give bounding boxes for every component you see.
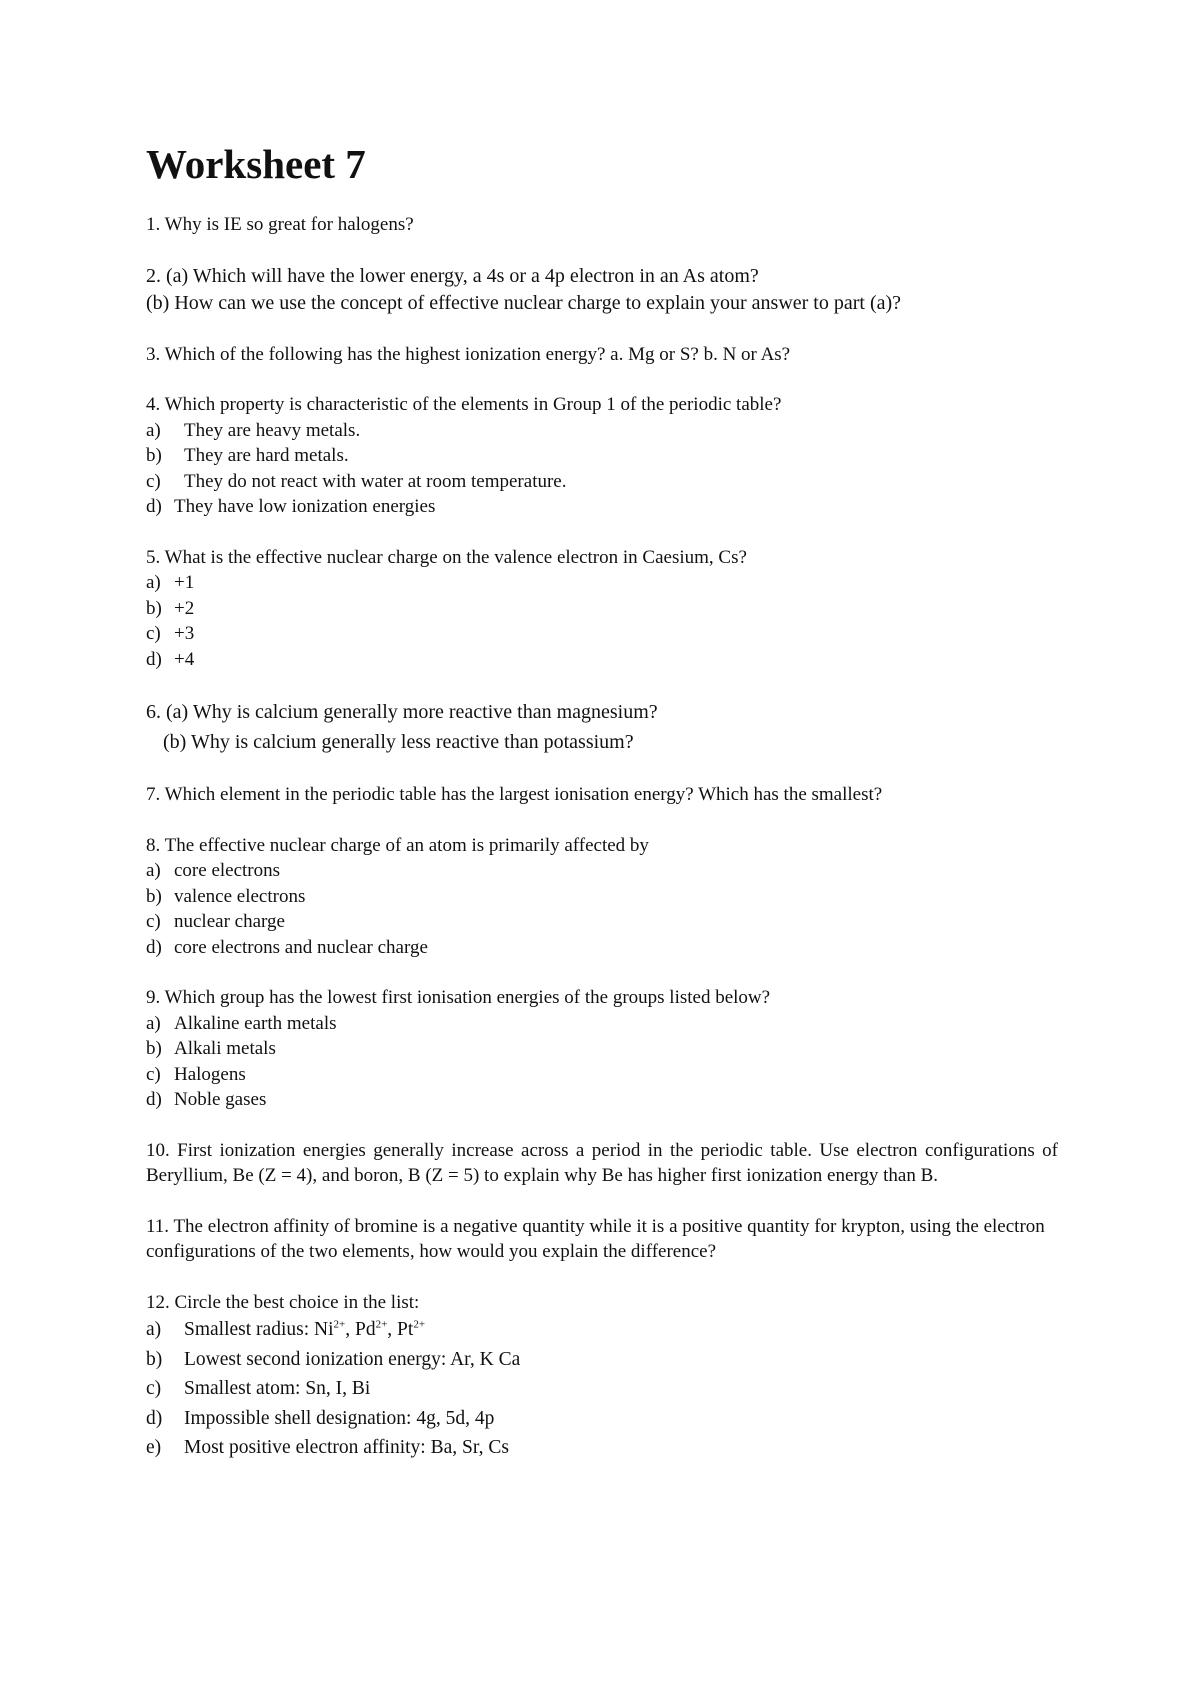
- question-9-option-c: [146, 1062, 1058, 1088]
- question-10-text: 10. First ionization energies generally increase across a period in the periodic table. Use electron configurations of Beryllium, Be (Z = 4), and boron, B (Z = 5) to explain why Be has higher first ionization energy than B.: [146, 1139, 1058, 1186]
- question-12: [146, 1290, 1058, 1463]
- charge-superscript: 2+: [333, 1318, 346, 1331]
- option-text-separator: , Pd: [345, 1319, 376, 1340]
- question-5-option-a: [146, 570, 1058, 596]
- question-2b-text: (b) How can we use the concept of effective nuclear charge to explain your answer to part (a)?: [146, 291, 902, 314]
- option-text: They are heavy metals.: [184, 419, 361, 441]
- option-text: Smallest atom: Sn, I, Bi: [184, 1378, 371, 1399]
- question-4-option-b: [146, 443, 1058, 469]
- option-text: nuclear charge: [174, 911, 285, 932]
- option-text-prefix: Smallest radius: Ni: [184, 1319, 334, 1340]
- option-label: b): [146, 445, 162, 466]
- question-12-option-d: [146, 1404, 1058, 1434]
- option-text: core electrons: [174, 860, 281, 881]
- option-text: Alkaline earth metals: [174, 1012, 337, 1034]
- option-text: Alkali metals: [174, 1038, 276, 1059]
- option-text: Noble gases: [174, 1089, 267, 1110]
- worksheet-page: [146, 140, 1058, 1488]
- question-12-option-a: [146, 1315, 1058, 1345]
- question-12-option-e: [146, 1433, 1058, 1463]
- option-label: b): [146, 1348, 163, 1370]
- option-text: They have low ionization energies: [174, 496, 436, 517]
- question-9: [146, 985, 1058, 1113]
- question-11: [146, 1214, 1058, 1265]
- question-5-stem: 5. What is the effective nuclear charge on the valence electron in Caesium, Cs?: [146, 546, 747, 568]
- question-2: [146, 263, 1058, 317]
- question-10: [146, 1138, 1058, 1189]
- question-8: [146, 833, 1058, 961]
- question-12-option-b: [146, 1345, 1058, 1375]
- question-8-stem: 8. The effective nuclear charge of an atom is primarily affected by: [146, 834, 649, 856]
- option-label: a): [146, 860, 161, 881]
- option-text: Impossible shell designation: 4g, 5d, 4p: [184, 1407, 495, 1429]
- question-9-stem: 9. Which group has the lowest first ionisation energies of the groups listed below?: [146, 987, 771, 1008]
- question-12-option-c: [146, 1374, 1058, 1404]
- option-label: d): [146, 1407, 163, 1429]
- option-label: c): [146, 1378, 162, 1399]
- question-5: [146, 545, 1058, 673]
- question-8-option-b: [146, 884, 1058, 910]
- option-label: a): [146, 1012, 161, 1034]
- option-label: c): [146, 911, 161, 932]
- option-text: +2: [174, 597, 195, 619]
- option-text: Halogens: [174, 1063, 246, 1085]
- question-7: [146, 782, 1058, 808]
- question-8-option-a: [146, 858, 1058, 884]
- option-text: Lowest second ionization energy: Ar, K Ca: [184, 1348, 521, 1370]
- question-6: [146, 697, 1058, 757]
- question-5-option-b: [146, 596, 1058, 622]
- question-6a-text: 6. (a) Why is calcium generally more reactive than magnesium?: [146, 701, 658, 723]
- question-9-option-d: [146, 1087, 1058, 1113]
- option-label: a): [146, 572, 161, 593]
- question-4: [146, 392, 1058, 520]
- option-label: b): [146, 597, 162, 619]
- question-1-text: 1. Why is IE so great for halogens?: [146, 214, 414, 235]
- question-3: [146, 342, 1058, 368]
- charge-superscript: 2+: [375, 1318, 388, 1331]
- page-title: Worksheet 7: [146, 141, 366, 187]
- question-8-option-d: [146, 935, 1058, 961]
- question-9-option-b: [146, 1036, 1058, 1062]
- option-label: d): [146, 648, 162, 670]
- question-4-option-a: [146, 418, 1058, 444]
- question-7-text: 7. Which element in the periodic table has the largest ionisation energy? Which has the smallest?: [146, 784, 883, 805]
- question-3-text: 3. Which of the following has the highest ionization energy? a. Mg or S? b. N or As?: [146, 343, 791, 365]
- option-label: d): [146, 1089, 162, 1110]
- question-1: [146, 212, 1058, 238]
- question-9-option-a: [146, 1011, 1058, 1037]
- option-label: d): [146, 936, 162, 958]
- question-8-option-c: [146, 909, 1058, 935]
- question-5-option-c: [146, 621, 1058, 647]
- option-label: b): [146, 885, 162, 907]
- option-text: core electrons and nuclear charge: [174, 936, 428, 958]
- question-5-option-d: [146, 647, 1058, 673]
- option-label: a): [146, 1319, 162, 1340]
- option-label: c): [146, 470, 161, 492]
- option-label: c): [146, 1063, 161, 1085]
- question-6b-text: (b) Why is calcium generally less reactive than potassium?: [163, 731, 634, 753]
- option-text: Most positive electron affinity: Ba, Sr, Cs: [184, 1437, 509, 1458]
- option-text: They are hard metals.: [184, 445, 349, 466]
- option-text-separator: , Pt: [387, 1319, 414, 1340]
- charge-superscript: 2+: [413, 1318, 426, 1331]
- option-label: d): [146, 496, 162, 517]
- question-4-stem: 4. Which property is characteristic of the elements in Group 1 of the periodic table?: [146, 394, 782, 415]
- question-12-stem: 12. Circle the best choice in the list:: [146, 1291, 420, 1313]
- question-4-option-d: [146, 494, 1058, 520]
- question-4-option-c: [146, 469, 1058, 495]
- option-text: They do not react with water at room temperature.: [184, 470, 567, 492]
- option-text: +1: [174, 572, 195, 593]
- option-text: +3: [174, 623, 195, 644]
- option-text: valence electrons: [174, 885, 306, 907]
- option-label: c): [146, 623, 161, 644]
- option-label: b): [146, 1038, 162, 1059]
- question-2a-text: 2. (a) Which will have the lower energy, a 4s or a 4p electron in an As atom?: [146, 264, 759, 287]
- option-label: e): [146, 1437, 162, 1458]
- option-text: +4: [174, 648, 195, 670]
- question-11-text: 11. The electron affinity of bromine is a negative quantity while it is a positive quantity for krypton, using the electron configurations of the two elements, how would you explain the difference?: [146, 1215, 1045, 1262]
- option-label: a): [146, 419, 161, 441]
